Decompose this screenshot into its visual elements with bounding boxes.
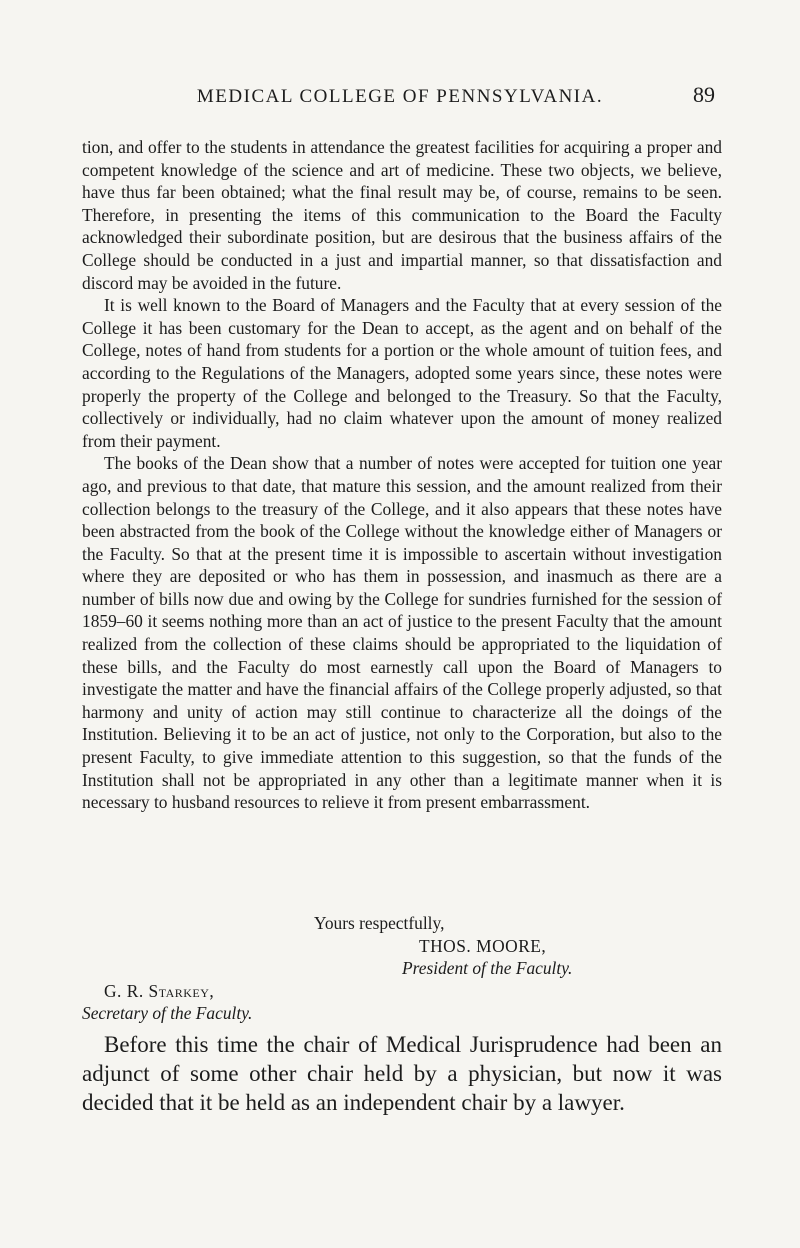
letter-closing	[82, 912, 722, 1025]
page-header	[0, 82, 800, 116]
secretary-title: Secretary of the Faculty.	[82, 1003, 253, 1024]
paragraph-2: It is well known to the Board of Managers and the Faculty that at every session of the College it has been customary for the Dean to accept, as the agent and on behalf of the College, notes of hand from students for a portion or the whole amount of tuition fees, and according to the Regulations of the Managers, adopted some years since, these notes were properly the property of the College and belonged to the Treasury. So that the Faculty, collectively or individually, had no claim whatever upon the amount of money realized from their payment.	[82, 295, 722, 451]
paragraph-3: The books of the Dean show that a number of notes were accepted for tuition one year ago, and previous to that date, that mature this session, and the amount realized from their collection belongs to the treasury of the College, and it also appears that these notes have been abstracted from the book of the College without the knowledge either of Managers or the Faculty. So that at the present time it is impossible to ascertain without investigation where they are deposited or who has them in possession, and inasmuch as there are a number of bills now due and owing by the College for sundries furnished for the session of 1859–60 it seems nothing more than an act of justice to the present Faculty that the amount realized from the collection of these claims should be appropriated to the liquidation of these bills, and the Faculty do most earnestly call upon the Board of Managers to investigate the matter and have the financial affairs of the College properly adjusted, so that harmony and unity of action may still continue to characterize all the doings of the Institution. Believing it to be an act of justice, not only to the Corporation, but also to the present Faculty, to give immediate attention to this suggestion, so that the funds of the Institution shall not be appropriated in any other than a legitimate manner when it is necessary to husband resources to relieve it from present embarrassment.	[82, 453, 722, 813]
final-paragraph: Before this time the chair of Medical Jurisprudence had been an adjunct of some other chair held by a physician, but now it was decided that it be held as an independent chair by a lawyer.	[82, 1032, 722, 1115]
president-title: President of the Faculty.	[402, 958, 573, 979]
body-text	[82, 136, 722, 814]
president-name: THOS. MOORE,	[419, 935, 547, 956]
paragraph-1: tion, and offer to the students in attendance the greatest facilities for acquiring a proper and competent knowledge of the science and art of medicine. These two objects, we believe, have thus far been obtained; what the final result may be, of course, remains to be seen. Therefore, in presenting the items of this communication to the Board the Faculty acknowledged their subordinate position, but are desirous that the business affairs of the College should be conducted in a just and impartial manner, so that dissatisfaction and discord may be avoided in the future.	[82, 137, 722, 293]
page-number: 89	[693, 82, 715, 107]
running-head: MEDICAL COLLEGE OF PENNSYLVANIA.	[196, 86, 604, 107]
secretary-name: G. R. Starkey,	[104, 980, 215, 1001]
valediction: Yours respectfully,	[314, 913, 445, 933]
